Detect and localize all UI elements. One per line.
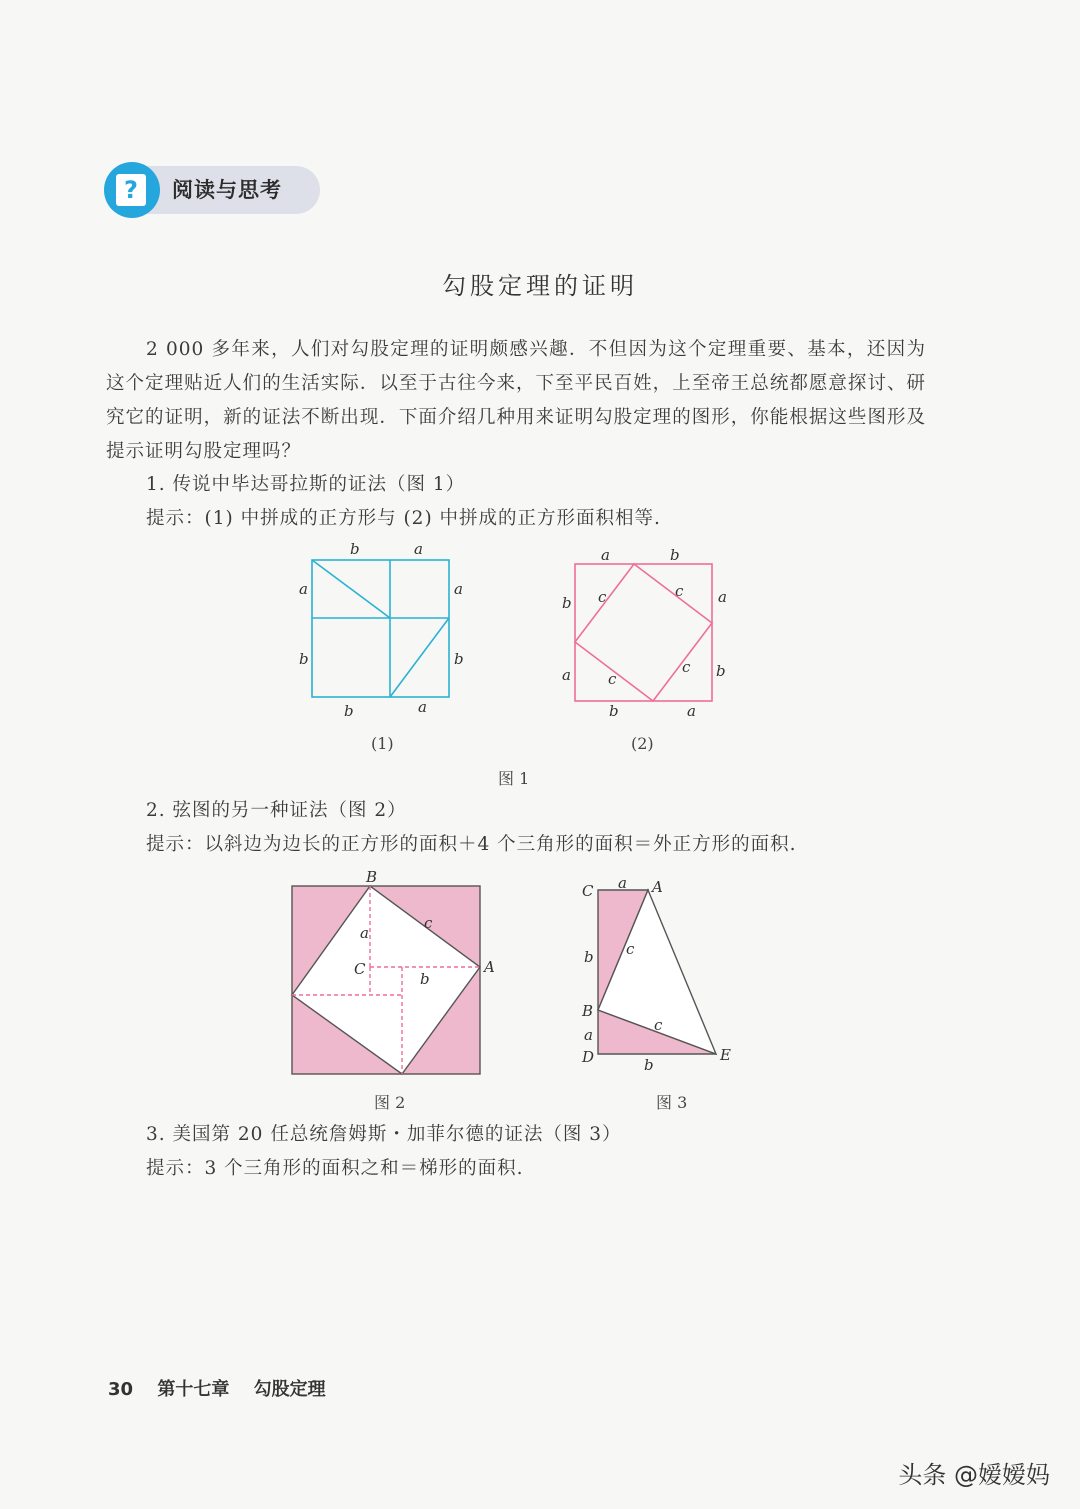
label-c: c	[654, 1016, 663, 1034]
label-c: c	[598, 588, 607, 606]
figure-1-sub-1-caption: (1)	[371, 734, 394, 753]
item-2-heading: 2. 弦图的另一种证法（图 2）	[146, 800, 407, 821]
label-b: b	[344, 702, 354, 718]
label-b: b	[420, 970, 430, 988]
label-c: c	[682, 658, 691, 676]
label-a: a	[687, 702, 696, 718]
label-b: b	[716, 662, 726, 680]
intro-paragraph: 2 000 多年来，人们对勾股定理的证明颇感兴趣．不但因为这个定理重要、基本，还因为这个定理贴近人们的生活实际．以至于古往今来，下至平民百姓，上至帝王总统都愿意探讨、研究它的证明，新的证法不断出现．下面介绍几种用来证明勾股定理的图形，你能根据这些图形及提示证明勾股定理吗？	[106, 339, 926, 462]
label-a: a	[618, 874, 627, 892]
figure-2-caption: 图 2	[374, 1093, 406, 1112]
label-b: b	[350, 540, 360, 558]
label-D: D	[582, 1048, 595, 1066]
figure-1-part-1	[290, 538, 480, 718]
source-watermark: 头条 @嫒嫒妈	[898, 1461, 1050, 1489]
label-a: a	[454, 580, 463, 598]
label-A: A	[484, 958, 495, 976]
label-a: a	[360, 924, 369, 942]
figure-2	[288, 864, 508, 1078]
item-3-heading: 3. 美国第 20 任总统詹姆斯・加菲尔德的证法（图 3）	[146, 1124, 622, 1145]
chapter-title: 勾股定理	[253, 1379, 326, 1400]
item-2-hint: 提示：以斜边为边长的正方形的面积＋4 个三角形的面积＝外正方形的面积.	[146, 834, 797, 855]
label-a: a	[418, 698, 427, 716]
label-a: a	[299, 580, 308, 598]
label-a: a	[601, 546, 610, 564]
label-c: c	[424, 914, 433, 932]
section-label: 阅读与思考	[172, 178, 282, 202]
item-3-hint: 提示：3 个三角形的面积之和＝梯形的面积.	[146, 1158, 524, 1179]
section-tag	[104, 162, 320, 218]
label-b: b	[299, 650, 309, 668]
item-1-hint: 提示：(1) 中拼成的正方形与 (2) 中拼成的正方形面积相等.	[146, 508, 661, 529]
figure-1-caption: 图 1	[498, 769, 530, 788]
question-book-icon: ?	[116, 174, 146, 206]
label-b: b	[584, 948, 594, 966]
label-c: c	[675, 582, 684, 600]
label-a: a	[562, 666, 571, 684]
label-a: a	[414, 540, 423, 558]
figure-1-sub-2-caption: (2)	[631, 734, 654, 753]
figure-3	[578, 872, 738, 1072]
page-title: 勾股定理的证明	[442, 272, 638, 300]
label-B: B	[582, 1002, 594, 1020]
figure-1-part-2	[554, 538, 734, 718]
label-b: b	[562, 594, 572, 612]
label-b: b	[670, 546, 680, 564]
label-E: E	[720, 1046, 731, 1064]
chapter-number: 第十七章	[157, 1379, 230, 1400]
label-C: C	[354, 960, 366, 978]
page-footer	[108, 1375, 344, 1401]
label-b: b	[644, 1056, 654, 1072]
label-a: a	[584, 1026, 593, 1044]
page-number: 30	[108, 1379, 134, 1400]
item-1-heading: 1. 传说中毕达哥拉斯的证法（图 1）	[146, 474, 466, 495]
label-A: A	[652, 878, 663, 896]
figure-3-caption: 图 3	[656, 1093, 688, 1112]
label-b: b	[609, 702, 619, 718]
label-c: c	[608, 670, 617, 688]
label-a: a	[718, 588, 727, 606]
label-c: c	[626, 940, 635, 958]
label-b: b	[454, 650, 464, 668]
label-C: C	[582, 882, 594, 900]
label-B: B	[366, 868, 378, 886]
